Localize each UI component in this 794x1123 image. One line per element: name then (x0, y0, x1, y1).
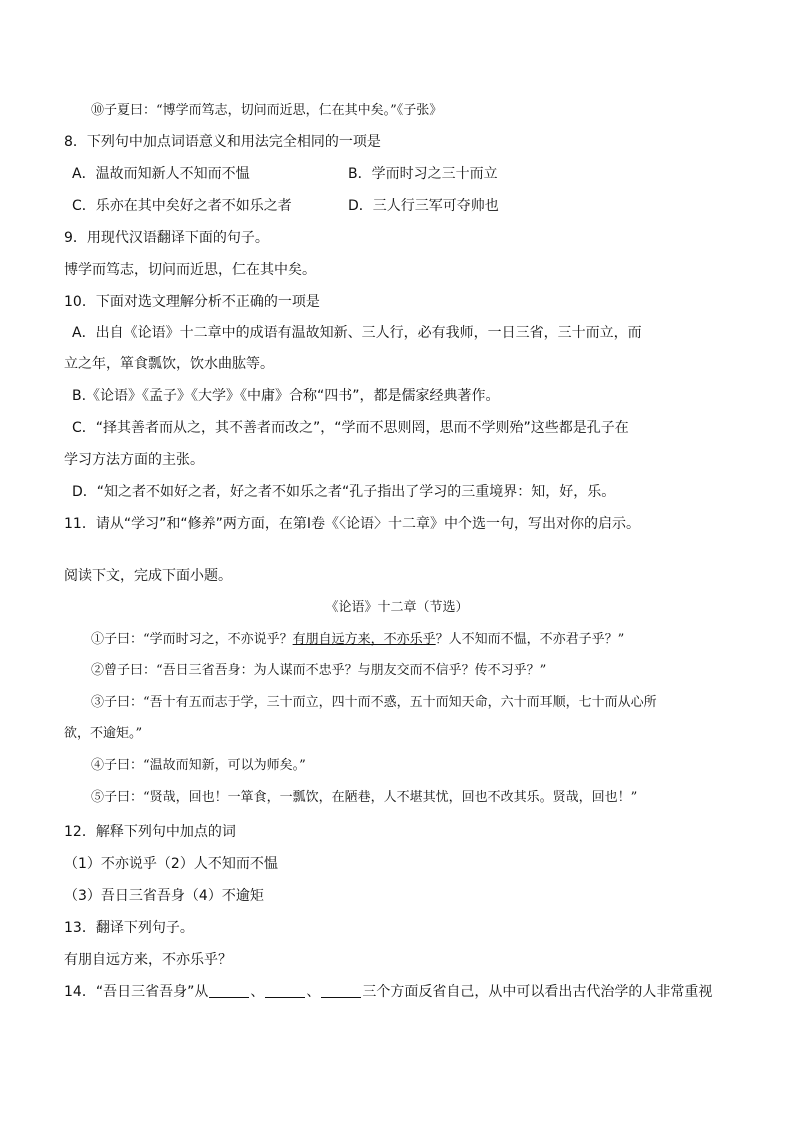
passage-paragraph-2: ②曾子曰：“吾日三省吾身：为人谋而不忠乎？与朋友交而不信乎？传不习乎？” (91, 663, 547, 678)
q14-pre: 14．“吾日三省吾身”从 (64, 984, 209, 1000)
q8-option-a: A．温故而知新人不知而不愠 (72, 166, 250, 182)
passage-paragraph-5: ⑤子曰：“贤哉，回也！一箪食，一瓢饮，在陋巷，人不堪其忧，回也不改其乐。贤哉，回也！” (91, 790, 638, 805)
q11-stem: 11．请从“学习”和“修养”两方面，在第Ⅰ卷《〈论语〉十二章》中个选一句，写出对你的启示。 (64, 516, 640, 532)
q12-line1: （1）不亦说乎（2）人不知而不愠 (64, 856, 278, 872)
q10-option-d: D．“知之者不如好之者，好之者不如乐之者“孔子指出了学习的三重境界：知，好，乐。 (72, 484, 616, 500)
q9-sentence: 博学而笃志，切问而近思，仁在其中矣。 (64, 262, 316, 278)
passage-paragraph-4: ④子曰：“温故而知新，可以为师矣。” (91, 758, 306, 773)
q8-stem: 8．下列句中加点词语意义和用法完全相同的一项是 (64, 134, 381, 150)
passage-paragraph-3-line2: 欲，不逾矩。” (64, 726, 143, 741)
q12-stem: 12．解释下列句中加点的词 (64, 824, 236, 840)
q14-post: 三个方面反省自己，从中可以看出古代治学的人非常重视 (362, 984, 713, 1000)
p1-underlined: 有朋自远方来，不亦乐乎 (292, 632, 436, 647)
q8-option-b: B．学而时习之三十而立 (348, 166, 498, 182)
passage-paragraph-3-line1: ③子曰：“吾十有五而志于学，三十而立，四十而不惑，五十而知天命，六十而耳顺，七十而从心所 (91, 695, 657, 710)
q13-sentence: 有朋自远方来，不亦乐乎？ (64, 952, 232, 968)
passage-paragraph-1 (91, 630, 624, 650)
q8-option-d: D．三人行三军可夺帅也 (348, 198, 499, 214)
q10-option-c-line2: 学习方法方面的主张。 (64, 452, 204, 468)
q10-option-a-line1: A．出自《论语》十二章中的成语有温故知新、三人行，必有我师，一日三省，三十而立，而 (72, 325, 642, 341)
q8-option-c: C．乐亦在其中矣好之者不如乐之者 (72, 198, 292, 214)
reading-intro: 阅读下文，完成下面小题。 (64, 568, 232, 584)
q7-tail-quote: ⑩子夏曰：“博学而笃志，切问而近思，仁在其中矣。”《子张》 (91, 103, 443, 118)
q14-sep-2: 、 (306, 984, 321, 1000)
q10-stem: 10．下面对选文理解分析不正确的一项是 (64, 294, 320, 310)
q14-blank-1[interactable] (209, 982, 249, 998)
q10-option-c-line1: C．“择其善者而从之，其不善者而改之”，“学而不思则罔，思而不学则殆”这些都是孔子在 (72, 420, 629, 436)
q14-blank-2[interactable] (265, 982, 305, 998)
p1-pre: ①子曰：“学而时习之，不亦说乎？ (91, 632, 293, 647)
q13-stem: 13．翻译下列句子。 (64, 920, 194, 936)
q14-stem (64, 982, 712, 1002)
q14-blank-3[interactable] (321, 982, 361, 998)
q10-option-b: B.《论语》《孟子》《大学》《中庸》合称“四书”，都是儒家经典著作。 (72, 388, 500, 404)
q10-option-a-line2: 立之年，箪食瓢饮，饮水曲肱等。 (64, 356, 274, 372)
p1-post: ？人不知而不愠，不亦君子乎？” (435, 632, 625, 647)
q14-sep-1: 、 (250, 984, 265, 1000)
passage-title: 《论语》十二章（节选） (325, 600, 469, 615)
q12-line2: （3）吾日三省吾身（4）不逾矩 (64, 888, 264, 904)
q9-stem: 9．用现代汉语翻译下面的句子。 (64, 230, 269, 246)
